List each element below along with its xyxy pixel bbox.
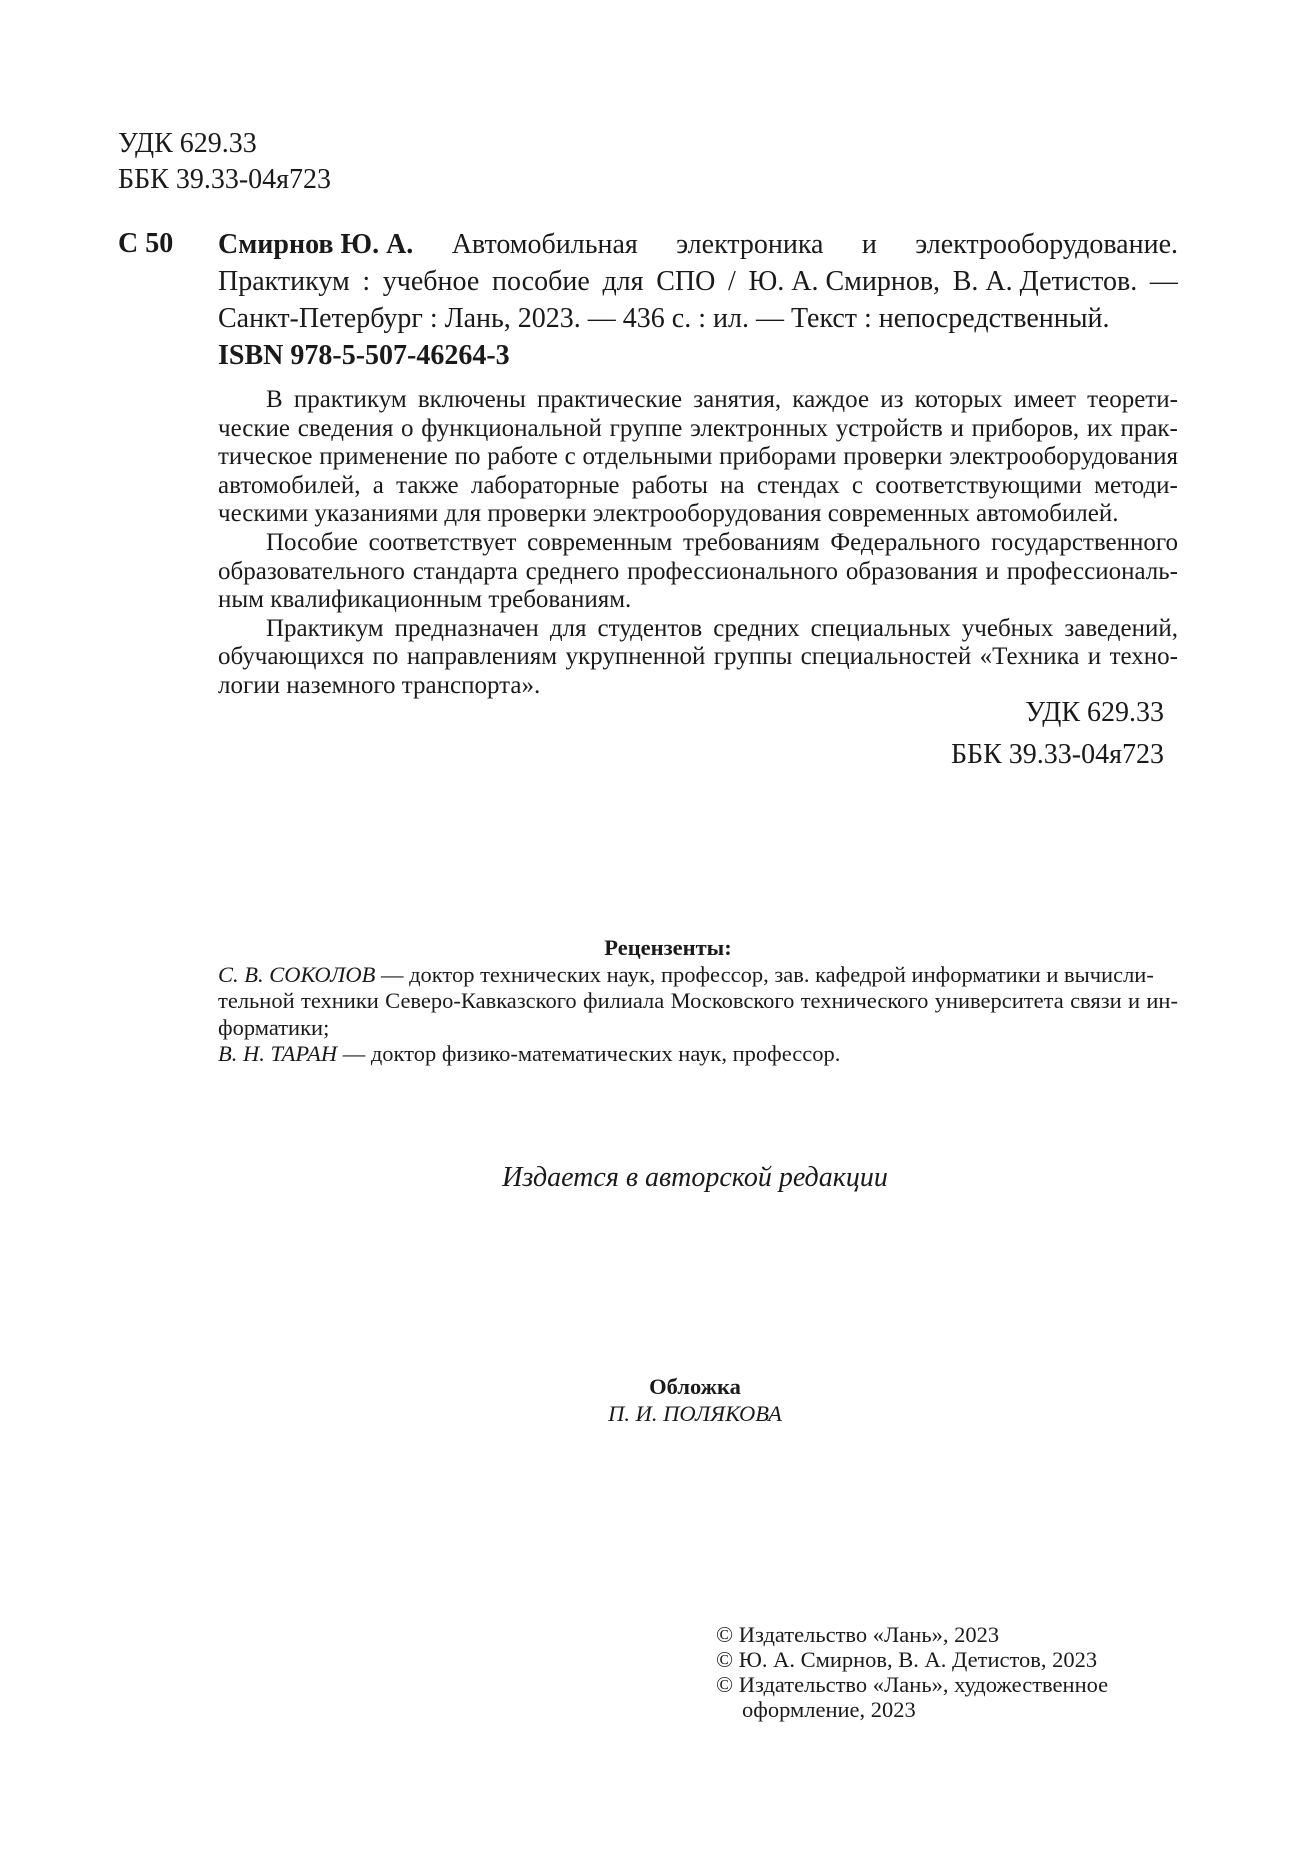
bib-word: : <box>362 266 371 297</box>
bib-line-3: Санкт-Петербург : Лань, 2023. — 436 с. : ил. — Текст : непосредственный. <box>218 303 1110 334</box>
copyright-block <box>716 1622 1108 1722</box>
bib-word: Ю. А. Смирнов, <box>748 266 941 297</box>
bbk-code: ББК 39.33-04я723 <box>950 739 1164 770</box>
bbk-code: ББК 39.33-04я723 <box>118 164 332 195</box>
edition-note: Издается в авторской редакции <box>502 1162 888 1193</box>
word: электрооборудования <box>949 443 1178 471</box>
word: и <box>950 414 964 442</box>
word: функциональной <box>421 414 602 442</box>
abstract-line <box>218 415 1178 444</box>
abstract-line <box>218 472 1178 501</box>
bib-word: и <box>861 229 877 260</box>
word: специальностей <box>800 643 972 671</box>
bib-word: / <box>728 266 736 297</box>
word: ин- <box>1146 988 1178 1013</box>
udk-code: УДК 629.33 <box>118 128 257 159</box>
abstract-line <box>218 615 1178 644</box>
word: современным <box>527 528 673 556</box>
word: техно- <box>1109 643 1178 671</box>
bib-line-2 <box>218 263 1178 300</box>
bib-word: электрооборудование. <box>915 229 1178 260</box>
abstract <box>218 386 1178 701</box>
cover-label: Обложка <box>649 1374 741 1399</box>
word: государственного <box>991 528 1178 556</box>
word: технического <box>800 988 929 1013</box>
abstract-line <box>218 443 1178 472</box>
bibliographic-description <box>218 226 1178 337</box>
reviewer-line <box>218 988 1178 1015</box>
word: стандарта <box>412 557 518 585</box>
copyright-line: © Издательство «Лань», художественное <box>716 1672 1109 1697</box>
word: группе <box>609 414 683 442</box>
word: каждое <box>792 386 870 413</box>
reviewer-credentials: — доктор физико-математических наук, профессор. <box>342 1041 841 1066</box>
word: теорети- <box>1087 386 1178 413</box>
word: с <box>851 471 864 499</box>
reviewers-heading: Рецензенты: <box>604 935 732 960</box>
word: и <box>985 557 999 585</box>
word: работы <box>631 471 708 499</box>
copyright-line: © Издательство «Лань», 2023 <box>716 1622 1000 1647</box>
cover-credit <box>0 1374 1300 1427</box>
word: для <box>549 614 587 642</box>
reviewer-name: С. В. СОКОЛОВ <box>218 961 376 987</box>
word: связи <box>1070 988 1122 1013</box>
word: группы <box>713 643 793 671</box>
word: практические <box>537 386 683 413</box>
bib-line-1 <box>218 226 1178 263</box>
word: Пособие <box>266 528 358 556</box>
author-name: Смирнов Ю. А. <box>218 229 414 260</box>
word: из <box>880 386 904 413</box>
word: применение <box>319 443 448 471</box>
cover-designer: П. И. ПОЛЯКОВА <box>608 1400 782 1426</box>
isbn: ISBN 978-5-507-46264-3 <box>218 340 510 371</box>
word: В <box>266 386 283 413</box>
word: лабораторные <box>470 471 620 499</box>
word: работе <box>487 443 558 471</box>
abstract-line: логии наземного транспорта». <box>218 671 541 699</box>
abstract-line: ным квалификационным требованиям. <box>218 586 632 614</box>
abstract-line <box>218 558 1178 587</box>
reviewers-section <box>218 935 1178 1068</box>
word: соответствующими <box>875 471 1082 499</box>
word: профессиональ- <box>1006 557 1178 585</box>
bib-word: для <box>602 266 644 297</box>
word: с <box>564 443 576 471</box>
author-cipher: С 50 <box>118 228 174 259</box>
word: профессионального <box>627 557 839 585</box>
word: Федерального <box>830 528 981 556</box>
word: приборами <box>719 443 837 471</box>
word: среднего <box>525 557 620 585</box>
word: включены <box>417 386 526 413</box>
word: специальных <box>810 614 951 642</box>
abstract-line <box>218 643 1178 672</box>
word: техники <box>300 988 379 1013</box>
word: Северо-Кавказского <box>385 988 577 1013</box>
word: «Техника <box>979 643 1080 671</box>
word: практикум <box>293 386 407 413</box>
word: имеет <box>1013 386 1077 413</box>
word: учебных <box>961 614 1054 642</box>
word: предназначен <box>394 614 539 642</box>
word: на <box>720 471 745 499</box>
word: которых <box>914 386 1003 413</box>
word: направлениям <box>406 643 558 671</box>
word: требованиям <box>683 528 820 556</box>
reviewer-name: В. Н. ТАРАН <box>218 1041 338 1066</box>
abstract-line <box>218 529 1178 558</box>
bib-word: — <box>1149 266 1178 297</box>
reviewer-line <box>218 1041 1178 1068</box>
word: электронных <box>690 414 829 442</box>
word: образовательного <box>218 557 405 585</box>
udk-code: УДК 629.33 <box>1025 697 1164 728</box>
word: прак- <box>1120 414 1178 442</box>
word: также <box>396 471 459 499</box>
word: автомобилей, <box>218 471 361 499</box>
word: ческие <box>218 414 291 442</box>
word: стендах <box>756 471 840 499</box>
bib-word: В. А. Детистов. <box>952 266 1138 297</box>
word: обучающихся <box>218 643 365 671</box>
word: Московского <box>670 988 795 1013</box>
classification-codes-top <box>118 126 331 198</box>
copyright-line: оформление, 2023 <box>742 1697 916 1722</box>
word: приборов, <box>971 414 1080 442</box>
word: о <box>401 414 414 442</box>
word: заведений, <box>1064 614 1178 642</box>
reviewer-credentials: — доктор технических наук, профессор, зав. кафедрой информатики и вычисли- <box>380 961 1154 987</box>
word: тическое <box>218 443 313 471</box>
word: и <box>1128 988 1141 1013</box>
classification-codes-bottom <box>951 692 1164 776</box>
word: по <box>372 643 399 671</box>
bib-word: пособие <box>491 266 590 297</box>
word: укрупненной <box>565 643 706 671</box>
word: устройств <box>835 414 943 442</box>
word: филиала <box>582 988 665 1013</box>
copyright-line: © Ю. А. Смирнов, В. А. Детистов, 2023 <box>716 1647 1098 1672</box>
word: занятия, <box>693 386 782 413</box>
bib-word: Практикум <box>218 266 350 297</box>
bib-word: СПО <box>656 266 716 297</box>
reviewer-line <box>218 962 1178 989</box>
word: отдельными <box>582 443 713 471</box>
word: и <box>1087 643 1102 671</box>
word: образования <box>845 557 978 585</box>
bib-word: учебное <box>382 266 480 297</box>
reviewer-line: форматики; <box>218 1014 330 1040</box>
word: а <box>372 471 384 499</box>
word: соответствует <box>368 528 517 556</box>
word: средних <box>713 614 800 642</box>
word: студентов <box>597 614 703 642</box>
word: методи- <box>1094 471 1178 499</box>
abstract-line: ческими указаниями для проверки электрооборудования современных автомобилей. <box>218 500 1119 528</box>
bib-word: электроника <box>676 229 824 260</box>
word: их <box>1086 414 1113 442</box>
bib-word: Автомобильная <box>451 229 638 260</box>
word: Практикум <box>266 614 384 642</box>
word: проверки <box>843 443 943 471</box>
word: тельной <box>218 988 295 1013</box>
word: по <box>454 443 481 471</box>
abstract-line <box>218 386 1178 415</box>
word: сведения <box>297 414 394 442</box>
word: университета <box>934 988 1064 1013</box>
